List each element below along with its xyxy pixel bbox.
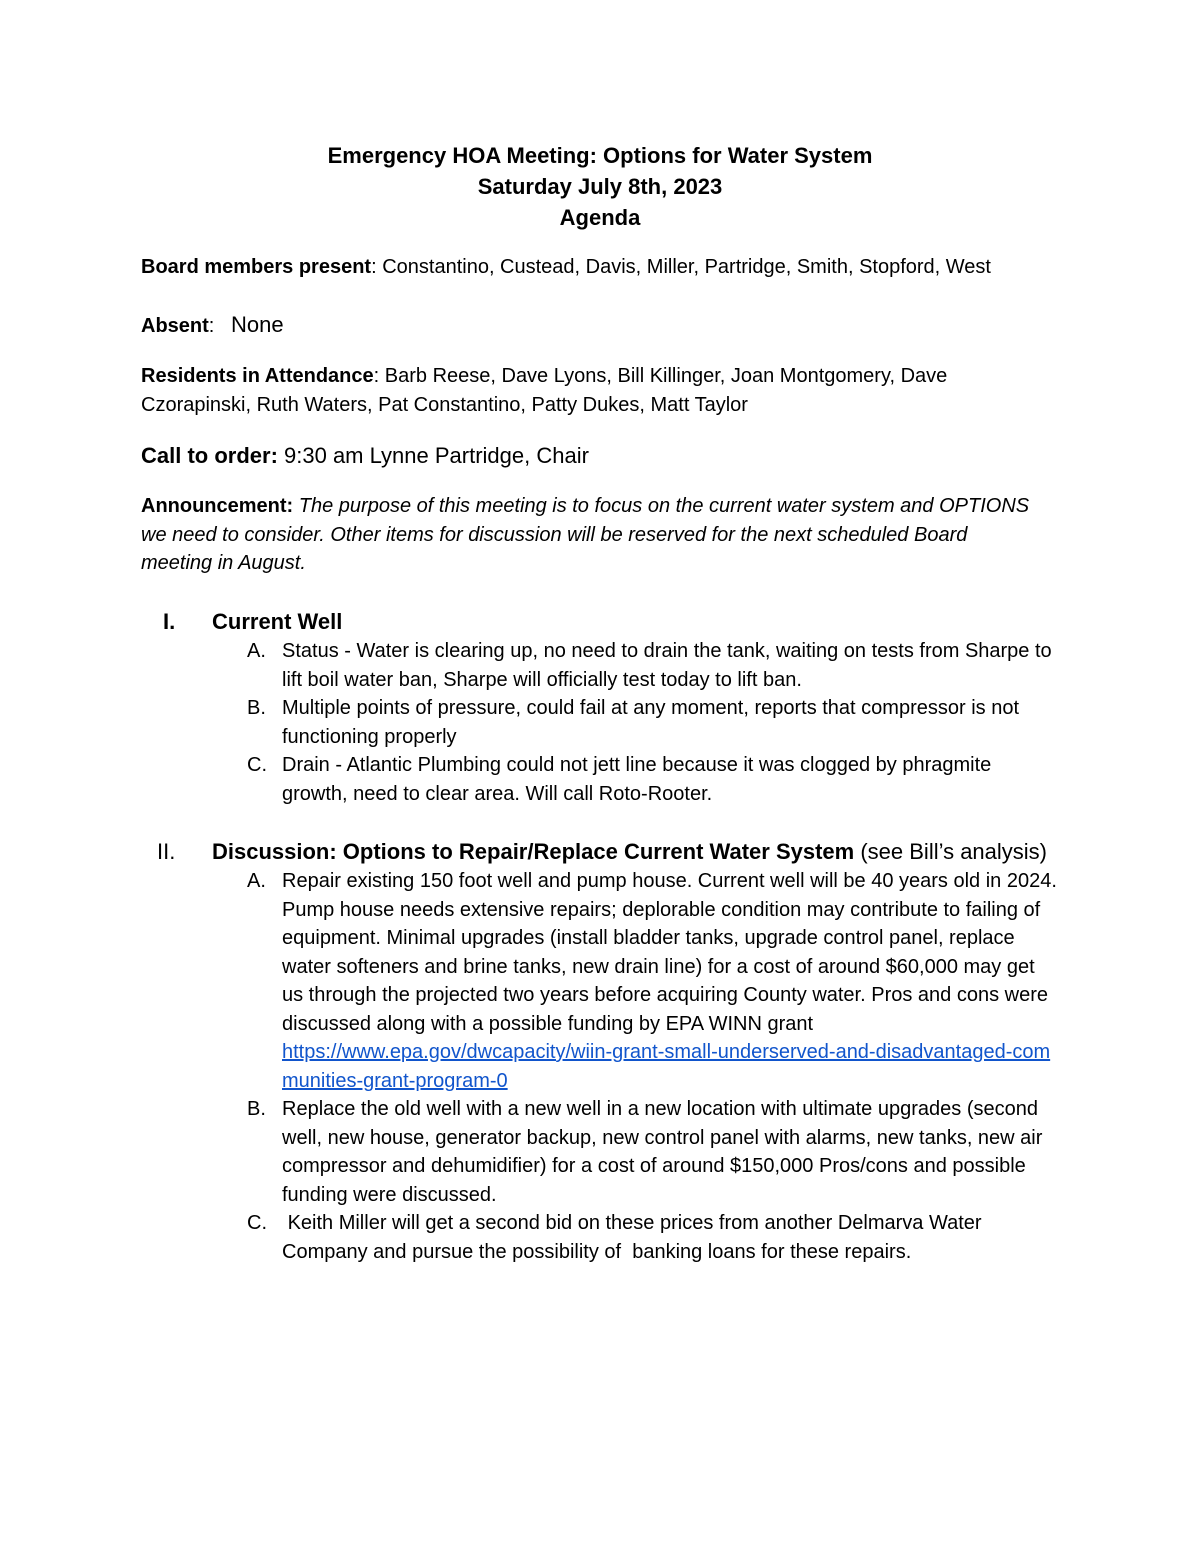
item-letter: A. [247, 640, 266, 662]
board-members-value: Constantino, Custead, Davis, Miller, Partridge, Smith, Stopford, West [382, 256, 991, 278]
title-block [0, 140, 1200, 233]
section-2-title: Discussion: Options to Repair/Replace Current Water System [212, 839, 855, 864]
board-members-paragraph [141, 253, 1041, 282]
epa-grant-link[interactable]: https://www.epa.gov/dwcapacity/wiin-grant-small-underserved-and-disadvantaged-communities-grant-program-0 [282, 1041, 1051, 1092]
section-1-heading [141, 607, 1061, 637]
list-item [247, 1095, 1061, 1209]
section-1-title: Current Well [212, 609, 343, 634]
residents-label: Residents in Attendance [141, 365, 374, 387]
section-2-number: II. [157, 839, 176, 864]
agenda-heading: Agenda [559, 205, 641, 230]
absent-label: Absent [141, 315, 209, 337]
item-text: Status - Water is clearing up, no need to drain the tank, waiting on tests from Sharpe to lift boil water ban, Sharpe will officially test today to lift ban. [282, 640, 1052, 691]
board-members-sep: : [371, 256, 383, 278]
section-options-discussion [141, 837, 1061, 1266]
item-letter: B. [247, 1098, 266, 1120]
item-letter: C. [247, 1212, 267, 1234]
section-2-suffix: (see Bill’s analysis) [854, 839, 1048, 864]
section-2-heading [141, 837, 1061, 867]
absent-value: None [231, 312, 284, 337]
item-text: Replace the old well with a new well in a new location with ultimate upgrades (second well, new house, generator backup, new control panel with alarms, new tanks, new air compressor and dehumidifier) for a cost of around $150,000 Pros/cons and possible funding were discussed. [282, 1098, 1043, 1206]
item-text: Repair existing 150 foot well and pump house. Current well will be 40 years old in 2024. Pump house needs extensive repairs; deplorable condition may contribute to failing of equipment. Minimal upgrades (install bladder tanks, upgrade control panel, replace water softeners and brine tanks, new drain line) for a cost of around $60,000 may get us through the projected two years before acquiring County water. Pros and cons were discussed along with a possible funding by EPA WINN grant [282, 870, 1057, 1035]
board-members-label: Board members present [141, 256, 372, 278]
meeting-title: Emergency HOA Meeting: Options for Water System [327, 143, 873, 168]
list-item [247, 637, 1061, 694]
meeting-date: Saturday July 8th, 2023 [477, 174, 723, 199]
section-current-well [141, 607, 1061, 808]
announcement-paragraph [141, 492, 1041, 578]
section-1-items [141, 637, 1061, 808]
section-1-number: I. [163, 609, 176, 634]
item-letter: B. [247, 697, 266, 719]
call-to-order-value: 9:30 am Lynne Partridge, Chair [277, 443, 589, 468]
call-to-order-paragraph [141, 440, 1041, 471]
list-item [247, 1209, 1061, 1266]
item-text: Drain - Atlantic Plumbing could not jett line because it was clogged by phragmite growth, need to clear area. Will call Roto-Rooter. [282, 754, 992, 805]
section-2-items [141, 867, 1061, 1266]
item-letter: C. [247, 754, 267, 776]
call-to-order-label: Call to order: [141, 443, 278, 468]
list-item [247, 694, 1061, 751]
list-item [247, 867, 1061, 1095]
item-text: Keith Miller will get a second bid on these prices from another Delmarva Water Company and pursue the possibility of banking loans for these repairs. [282, 1212, 988, 1263]
announcement-text: The purpose of this meeting is to focus on the current water system and OPTIONS we need to consider. Other items for discussion will be reserved for the next scheduled Board meeting in August. [141, 495, 1030, 574]
absent-sep: : [208, 315, 232, 337]
item-text: Multiple points of pressure, could fail at any moment, reports that compressor is not functioning properly [282, 697, 1020, 748]
announcement-label: Announcement: [141, 495, 294, 517]
residents-paragraph [141, 362, 1041, 419]
absent-paragraph [141, 311, 1041, 341]
item-letter: A. [247, 870, 266, 892]
residents-sep: : [373, 365, 385, 387]
residents-value: Barb Reese, Dave Lyons, Bill Killinger, Joan Montgomery, Dave Czorapinski, Ruth Waters, Pat Constantino, Patty Dukes, Matt Taylor [141, 365, 948, 416]
list-item [247, 751, 1061, 808]
